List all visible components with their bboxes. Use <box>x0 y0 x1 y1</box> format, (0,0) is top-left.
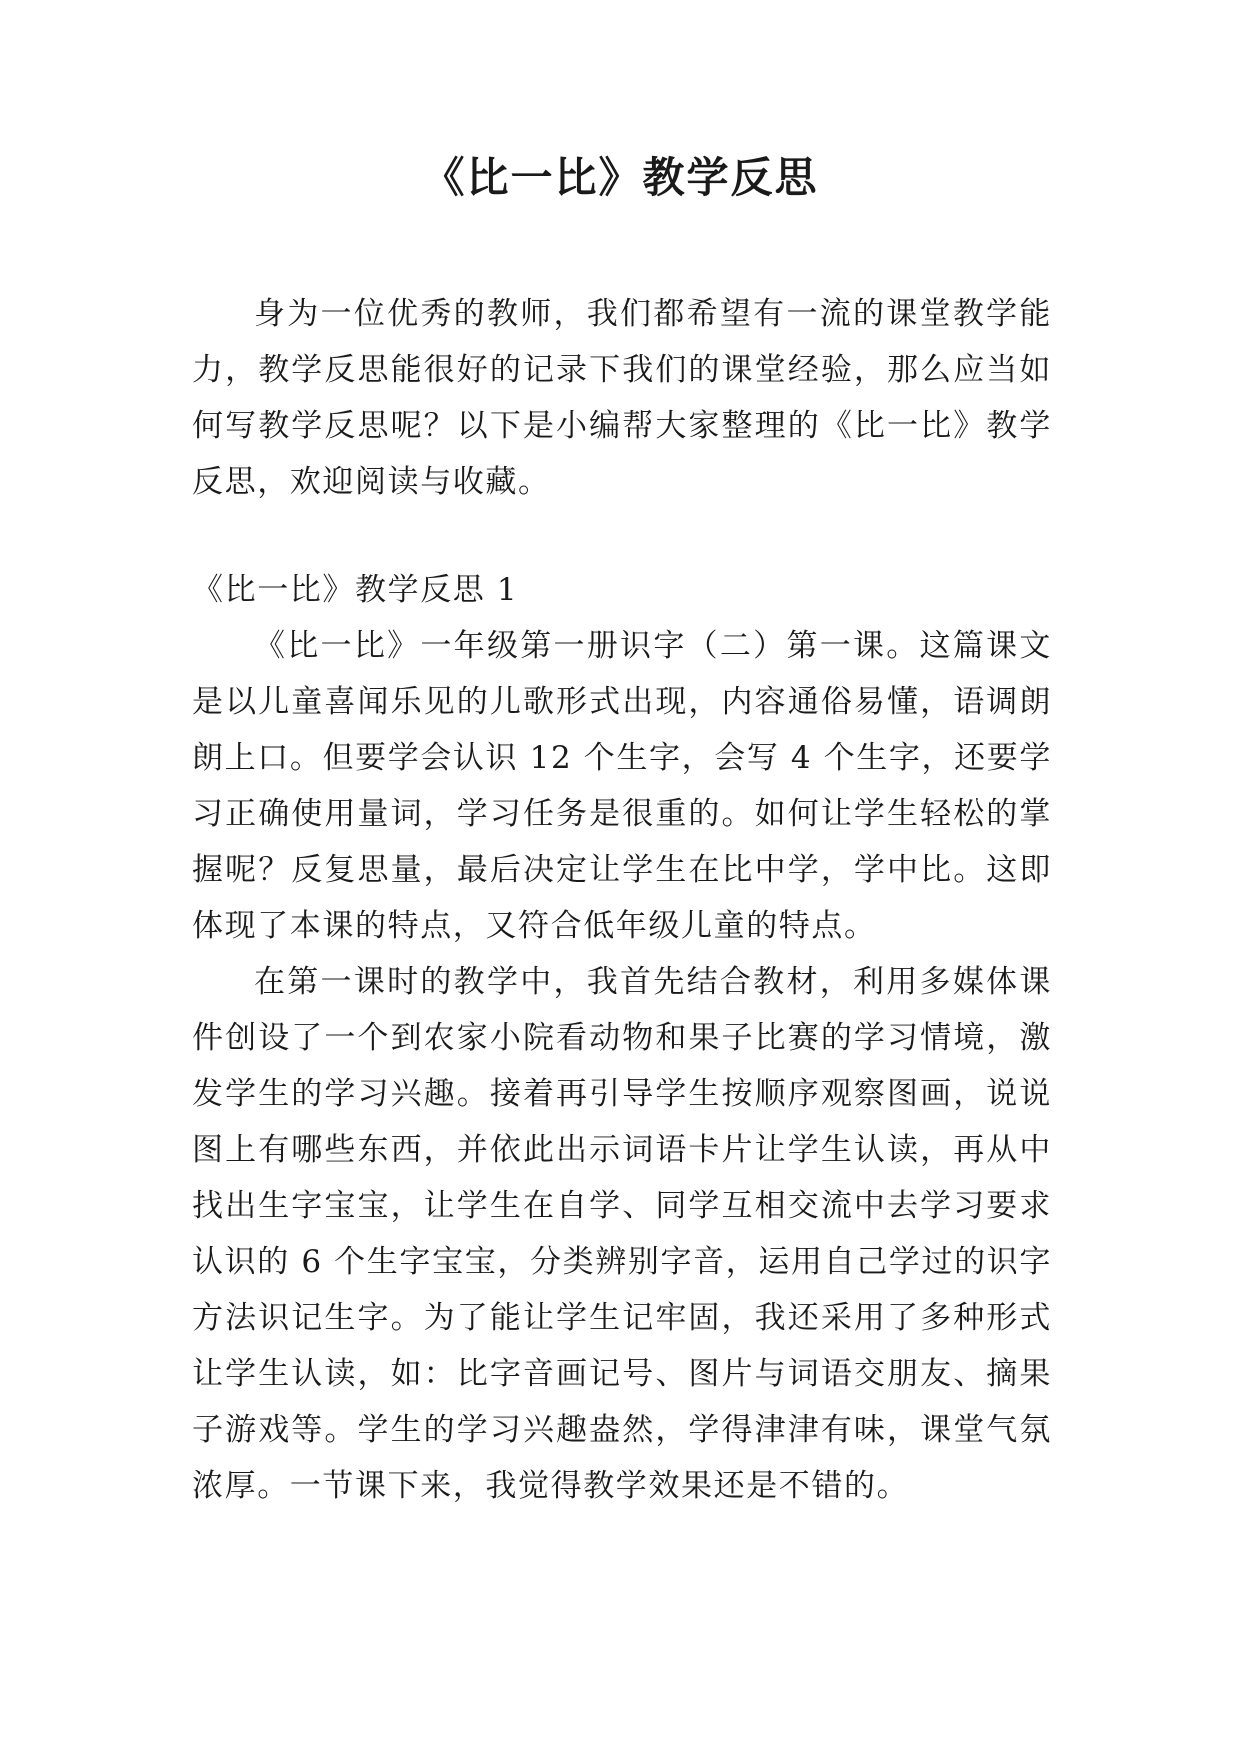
document-title: 《比一比》教学反思 <box>422 153 819 202</box>
document-body <box>192 286 1052 1514</box>
body-paragraph-2: 在第一课时的教学中，我首先结合教材，利用多媒体课件创设了一个到农家小院看动物和果子比赛的学习情境，激发学生的学习兴趣。接着再引导学生按顺序观察图画，说说图上有哪些东西，并依此出示词语卡片让学生认读，再从中找出生字宝宝，让学生在自学、同学互相交流中去学习要求认识的 6 个生字宝宝，分类辨别字音，运用自己学过的识字方法识记生字。为了能让学生记牢固，我还采用了多种形式让学生认读，如：比字音画记号、图片与词语交朋友、摘果子游戏等。学生的学习兴趣盎然，学得津津有味，课堂气氛浓厚。一节课下来，我觉得教学效果还是不错的。 <box>192 964 1052 1504</box>
paragraph-gap <box>192 510 1052 562</box>
intro-paragraph: 身为一位优秀的教师，我们都希望有一流的课堂教学能力，教学反思能很好的记录下我们的课堂经验，那么应当如何写教学反思呢？以下是小编帮大家整理的《比一比》教学反思，欢迎阅读与收藏。 <box>192 296 1052 500</box>
body-paragraph-1: 《比一比》一年级第一册识字（二）第一课。这篇课文是以儿童喜闻乐见的儿歌形式出现，内容通俗易懂，语调朗朗上口。但要学会认识 12 个生字，会写 4 个生字，还要学习正确使用量词，学习任务是很重的。如何让学生轻松的掌握呢？反复思量，最后决定让学生在比中学，学中比。这即体现了本课的特点，又符合低年级儿童的特点。 <box>192 628 1052 944</box>
section-heading: 《比一比》教学反思 1 <box>192 572 519 608</box>
